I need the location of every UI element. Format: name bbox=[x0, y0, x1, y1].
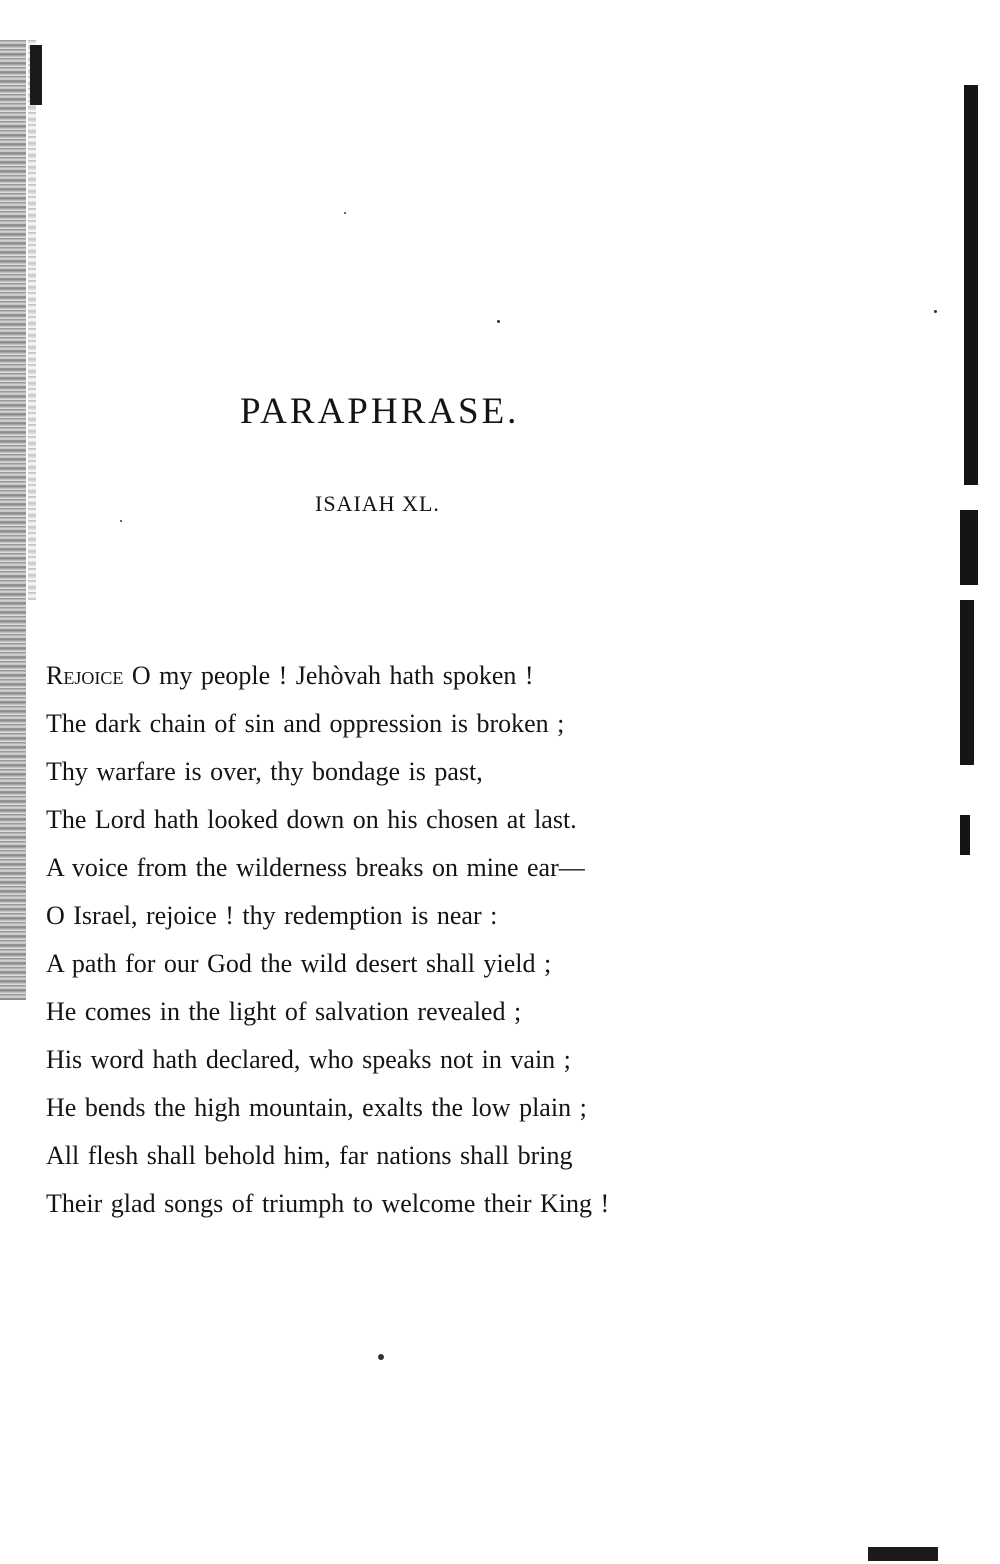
poem-line: His word hath declared, who speaks not in vain ; bbox=[46, 1045, 571, 1074]
scan-edge-right bbox=[960, 600, 974, 765]
scan-speck bbox=[344, 212, 346, 214]
page-title: PARAPHRASE. bbox=[240, 391, 520, 432]
scan-speck bbox=[120, 520, 122, 522]
poem-line bbox=[46, 652, 746, 700]
poem-line: All flesh shall behold him, far nations shall bring bbox=[46, 1141, 573, 1170]
scan-speck bbox=[497, 320, 500, 323]
poem-line: He comes in the light of salvation revealed ; bbox=[46, 997, 522, 1026]
poem-line: Their glad songs of triumph to welcome their King ! bbox=[46, 1189, 610, 1218]
poem-line: He bends the high mountain, exalts the low plain ; bbox=[46, 1093, 587, 1122]
scan-speck bbox=[934, 310, 937, 313]
poem-line: A voice from the wilderness breaks on mine ear— bbox=[46, 853, 585, 882]
page-subtitle: ISAIAH XL. bbox=[315, 491, 440, 516]
scan-edge-left bbox=[0, 40, 26, 1000]
scan-speck bbox=[378, 1354, 384, 1360]
poem-line-text: O my people ! Jehòvah hath spoken ! bbox=[123, 661, 534, 690]
poem-line: A path for our God the wild desert shall yield ; bbox=[46, 949, 552, 978]
poem-first-word: Rejoice bbox=[46, 661, 124, 690]
poem-line: O Israel, rejoice ! thy redemption is near : bbox=[46, 901, 498, 930]
scan-edge-right bbox=[960, 815, 970, 855]
poem-line: Thy warfare is over, thy bondage is past, bbox=[46, 757, 483, 786]
scan-edge-right bbox=[964, 85, 978, 485]
scan-edge-mark bbox=[30, 45, 42, 105]
poem-body bbox=[46, 652, 746, 1228]
scan-edge-bottom bbox=[868, 1547, 938, 1561]
poem-line: The dark chain of sin and oppression is broken ; bbox=[46, 709, 565, 738]
poem-line: The Lord hath looked down on his chosen at last. bbox=[46, 805, 577, 834]
scan-edge-right bbox=[960, 510, 978, 585]
